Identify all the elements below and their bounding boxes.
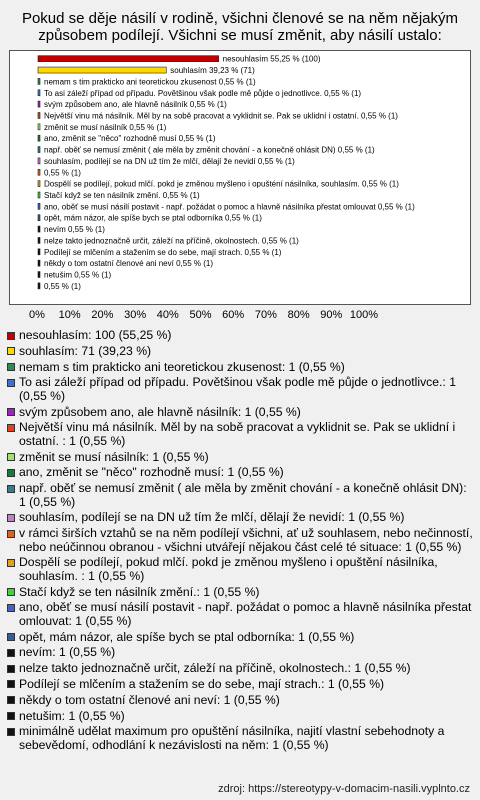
legend-item <box>7 329 473 342</box>
x-tick-label: 20% <box>91 309 114 321</box>
bar-label: souhlasím, podílejí se na DN už tím že mlčí, dělají že nevidí 0,55 % (1) <box>44 156 295 166</box>
bar <box>38 56 219 62</box>
legend-label: nesouhlasím: 100 (55,25 %) <box>19 328 172 342</box>
legend-label: netušim: 1 (0,55 %) <box>19 708 125 723</box>
bar <box>38 215 40 221</box>
legend-swatch <box>7 408 15 416</box>
bar <box>38 249 40 255</box>
legend-swatch <box>7 469 15 477</box>
bar-label: Stačí když se ten násilník změní. 0,55 % (1) <box>44 191 200 200</box>
legend-swatch <box>7 332 15 340</box>
legend-item <box>7 451 473 464</box>
bar <box>38 101 40 107</box>
x-tick-label: 50% <box>189 309 212 321</box>
legend-swatch <box>7 424 15 432</box>
bar-label: souhlasím 39,23 % (71) <box>170 66 255 76</box>
bar-label: nelze takto jednoznačně určit, záleží na příčině, okolnostech. 0,55 % (1) <box>44 236 299 246</box>
x-tick-label: 10% <box>58 309 81 321</box>
bar <box>38 147 40 153</box>
legend-item <box>7 511 473 524</box>
legend-swatch <box>7 559 15 567</box>
chart-title-line-2: způsobem podílejí. Všichni se musí změnit, aby násilí ustalo: <box>38 27 442 44</box>
bar-label: 0,55 % (1) <box>44 168 81 178</box>
legend-label: souhlasím: 71 (39,23 %) <box>19 343 152 358</box>
bar <box>38 203 40 209</box>
bar-label: netušim 0,55 % (1) <box>44 270 112 280</box>
x-tick-label: 70% <box>254 309 277 321</box>
bar <box>38 135 40 141</box>
bar-label: Dospělí se podílejí, pokud mlčí. pokd je změnou myšleno i opušténí násilníka, souhlasím. 0,55 % (1) <box>44 179 399 189</box>
bar-label: ano, změnit se "něco" rozhodně musí 0,55 % (1) <box>44 134 216 144</box>
x-tick-label: 30% <box>124 309 147 321</box>
bar-label: např. oběť se nemusí změnit ( ale měla by změnit chování - a konečně ohlásit DN) 0,55 % (1) <box>44 145 375 155</box>
x-tick-label: 80% <box>287 309 310 321</box>
bar <box>38 112 40 118</box>
legend-item <box>7 662 473 675</box>
chart-title <box>0 10 480 44</box>
legend-item <box>7 556 473 583</box>
legend-swatch <box>7 453 15 461</box>
legend-label: ano, změnit se "něco" rozhodně musí: 1 (0,55 %) <box>19 465 284 480</box>
legend-item <box>7 601 473 628</box>
legend-label: někdy o tom ostatní členové ani neví: 1 (0,55 %) <box>19 692 280 707</box>
bar <box>38 90 40 96</box>
legend-label: nevím: 1 (0,55 %) <box>19 645 116 660</box>
legend-swatch <box>7 530 15 538</box>
legend-item <box>7 345 473 358</box>
bar <box>38 124 40 130</box>
bar-label: nesouhlasím 55,25 % (100) <box>222 54 321 64</box>
bar <box>38 192 40 198</box>
legend-label: Podílejí se mlčením a stažením se do sebe, mají strach.: 1 (0,55 %) <box>19 676 385 691</box>
legend-swatch <box>7 728 15 736</box>
legend-item <box>7 406 473 419</box>
x-axis <box>0 309 480 323</box>
legend-swatch <box>7 696 15 704</box>
legend-item <box>7 678 473 691</box>
legend-swatch <box>7 485 15 493</box>
legend-swatch <box>7 649 15 657</box>
legend-label: Největší vinu má násilník. Měl by na sobě pracovat a vyklidnit se. Pak se uklidní i ostatní. : 1 (0,55 %) <box>19 420 456 448</box>
bar-label: opět, mám názor, ale spíše bych se ptal odborníka 0,55 % (1) <box>44 213 262 223</box>
bar-label: Podílejí se mlčením a stažením se do sebe, mají strach. 0,55 % (1) <box>44 247 282 257</box>
legend-label: Dospělí se podílejí, pokud mlčí. pokd je změnou myšleno i opuštění násilníka, souhlasím. : 1 (0,55 %) <box>19 555 438 583</box>
legend-label: změnit se musí násilník: 1 (0,55 %) <box>19 449 209 464</box>
legend-label: nelze takto jednoznačně určit, záleží na příčině, okolnostech.: 1 (0,55 %) <box>19 661 411 676</box>
bar <box>38 272 40 278</box>
bar-chart <box>10 51 472 306</box>
bar-label: To asi záleží případ od případu. Povětšinou však podle mě půjde o jednotlivce. 0,55 % (1) <box>44 88 362 98</box>
legend-label: nemam s tim prakticko ani teoretickou zkusenost: 1 (0,55 %) <box>19 359 345 374</box>
legend-swatch <box>7 379 15 387</box>
legend-item <box>7 361 473 374</box>
x-tick-label: 90% <box>320 309 343 321</box>
bar-label: ano, oběť se musí násilí postavit - např. požádat o pomoc a hlavně násilníka přestat omlouvat 0,55 % (1) <box>44 202 415 212</box>
legend-swatch <box>7 347 15 355</box>
bar-label: nevím 0,55 % (1) <box>44 225 105 235</box>
legend-item <box>7 631 473 644</box>
bar <box>38 181 40 187</box>
legend-label: minimálně udělat maximum pro opuštění násilníka, najití vlastní sebehodnoty a sebevědomí, odhodlání k nezávislosti na něm: 1 (0,55 %) <box>19 724 445 752</box>
bar <box>38 260 40 266</box>
legend-swatch <box>7 633 15 641</box>
legend-label: např. oběť se nemusí změnit ( ale měla by změnit chování - a konečně ohlásit DN): 1 (0,55 %) <box>19 481 467 509</box>
x-tick-label: 0% <box>29 309 45 321</box>
legend-swatch <box>7 588 15 596</box>
legend-item <box>7 646 473 659</box>
bar-label: svým způsobem ano, ale hlavně násilník 0,55 % (1) <box>44 100 227 110</box>
bar <box>38 226 40 232</box>
legend-swatch <box>7 680 15 688</box>
legend-label: To asi záleží případ od případu. Povětšinou však podle mě půjde o jednotlivce.: 1 (0,55 %) <box>19 375 456 403</box>
legend-item <box>7 710 473 723</box>
bar-label: 0,55 % (1) <box>44 281 81 291</box>
legend-label: opět, mám názor, ale spíše bych se ptal odborníka: 1 (0,55 %) <box>19 629 355 644</box>
legend-label: souhlasím, podílejí se na DN už tím že mlčí, dělají že nevidí: 1 (0,55 %) <box>19 510 405 525</box>
legend-swatch <box>7 514 15 522</box>
bar-label: Největší vinu má násilník. Měl by na sobě pracovat a vyklidnit se. Pak se uklidní i ostatní. 0,55 % (1) <box>44 111 398 121</box>
legend-swatch <box>7 363 15 371</box>
source-note: zdroj: https://stereotypy-v-domacim-nasili.vyplnto.cz <box>218 783 470 795</box>
x-tick-label: 100% <box>349 309 379 321</box>
bar <box>38 78 40 84</box>
bar <box>38 67 166 73</box>
bar <box>38 237 40 243</box>
legend-label: Stačí když se ten násilník změní.: 1 (0,55 %) <box>19 584 260 599</box>
legend-label: v rámci širších vztahů se na něm podílejí všichni, ať už souhlasem, nebo nečinností, nebo neúčinnou obranou - všichni utvářejí nějakou část celé té situace: 1 (0,55 %) <box>19 526 473 554</box>
bar-label: nemam s tim prakticko ani teoretickou zkusenost 0,55 % (1) <box>44 77 256 87</box>
x-tick-label: 60% <box>222 309 245 321</box>
legend-item <box>7 586 473 599</box>
bar <box>38 158 40 164</box>
legend-label: ano, oběť se musí násilí postavit - např. požádat o pomoc a hlavně násilníka přestat omlouvat: 1 (0,55 %) <box>19 600 472 628</box>
legend-item <box>7 527 473 554</box>
x-tick-label: 40% <box>156 309 179 321</box>
plot-area <box>9 50 471 305</box>
legend <box>7 329 473 755</box>
legend-swatch <box>7 712 15 720</box>
legend-item <box>7 421 473 448</box>
legend-item <box>7 466 473 479</box>
legend-item <box>7 725 473 752</box>
legend-swatch <box>7 665 15 673</box>
legend-item <box>7 694 473 707</box>
bar <box>38 169 40 175</box>
bar <box>38 283 40 289</box>
bar-label: někdy o tom ostatní členové ani neví 0,55 % (1) <box>44 259 213 269</box>
legend-item <box>7 482 473 509</box>
legend-swatch <box>7 604 15 612</box>
legend-label: svým způsobem ano, ale hlavně násilník: 1 (0,55 %) <box>19 404 301 419</box>
legend-item <box>7 376 473 403</box>
chart-title-line-1: Pokud se děje násilí v rodině, všichni členové se na něm nějakým <box>21 10 459 27</box>
bar-label: změnit se musí násilník 0,55 % (1) <box>44 122 167 132</box>
